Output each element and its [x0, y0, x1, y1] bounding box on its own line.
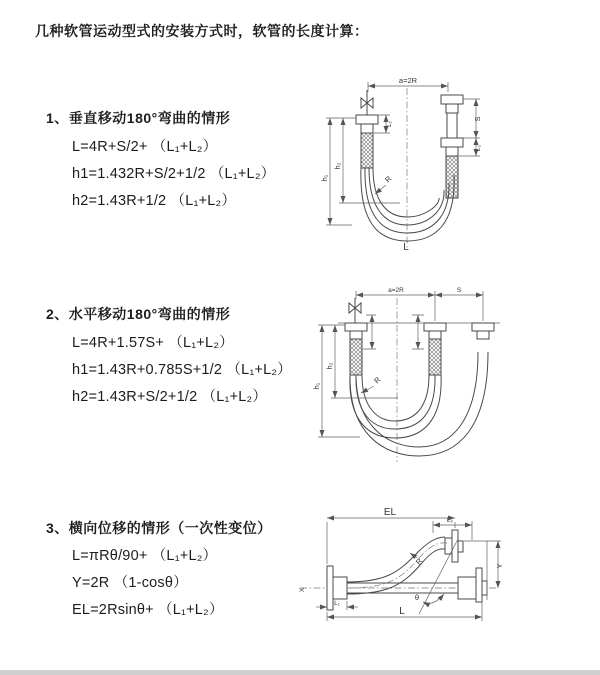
dim-label-r: R: [372, 375, 383, 386]
hose-curves: [350, 352, 488, 456]
formula-line: L=4R+1.57S+ （L₁+L₂）: [72, 335, 234, 351]
dim-label-y: Y: [495, 563, 504, 569]
dim-label-a2r: a=2R: [388, 287, 404, 294]
section-2-heading: 2、水平移动180°弯曲的情形: [46, 306, 231, 322]
section-3-heading: 3、横向位移的情形（一次性变位）: [46, 520, 272, 536]
dim-label-h1: h₁: [320, 174, 329, 182]
formula-line: h1=1.432R+S/2+1/2 （L₁+L₂）: [72, 166, 276, 182]
dim-label-h2: h₂: [333, 162, 342, 170]
page-title: 几种软管运动型式的安装方式时，软管的长度计算：: [35, 23, 369, 39]
dim-label-l1: L₁: [334, 600, 340, 607]
axis-label-x: X: [299, 587, 306, 593]
dim-label-el: EL: [383, 507, 397, 518]
formula-line: h2=1.43R+S/2+1/2 （L₁+L₂）: [72, 389, 268, 405]
dim-label-l2: L₂: [446, 517, 454, 524]
valve-icon: [361, 90, 373, 115]
dim-label-h2: h₂: [325, 362, 334, 370]
dim-label-s: S: [456, 287, 462, 294]
hose-curves: [347, 537, 447, 594]
dim-label-r: R: [383, 174, 394, 185]
dim-label-r: R: [413, 556, 425, 567]
braid-hatch: [446, 156, 458, 198]
braid-hatch: [350, 339, 362, 375]
moved-fitting: [472, 323, 494, 339]
diagram-horizontal-bend: [296, 283, 596, 465]
formula-line: Y=2R （1-cosθ）: [72, 575, 188, 591]
formula-line: EL=2Rsinθ+ （L₁+L₂）: [72, 602, 224, 618]
valve-icon: [349, 298, 361, 323]
dim-label-l-total: L: [403, 242, 409, 253]
braid-hatch: [361, 133, 373, 168]
dim-label-l-total: L: [399, 606, 405, 617]
section-1-heading: 1、垂直移动180°弯曲的情形: [46, 110, 231, 126]
formula-line: L=πRθ/90+ （L₁+L₂）: [72, 548, 218, 564]
braid-hatch: [429, 339, 441, 375]
right-fitting: [441, 95, 463, 198]
diagram-lateral-displacement: [295, 505, 600, 663]
dim-label-s: S: [473, 116, 482, 122]
dim-label-l2: L₂: [475, 144, 482, 152]
left-fitting: [356, 115, 378, 168]
hose-curves: [361, 168, 454, 241]
formula-line: L=4R+S/2+ （L₁+L₂）: [72, 139, 218, 155]
formula-line: h2=1.43R+1/2 （L₁+L₂）: [72, 193, 237, 209]
diagram-vertical-bend: [296, 68, 588, 258]
angle-label-theta: θ: [414, 593, 420, 602]
scan-edge: [0, 670, 600, 675]
dimension-lines: [312, 287, 483, 437]
dim-label-a2r: a=2R: [398, 76, 418, 85]
formula-line: h1=1.43R+0.785S+1/2 （L₁+L₂）: [72, 362, 292, 378]
dim-label-h1: h₁: [312, 382, 321, 390]
dim-label-l1: L₁: [386, 121, 393, 127]
middle-fitting: [424, 323, 446, 375]
